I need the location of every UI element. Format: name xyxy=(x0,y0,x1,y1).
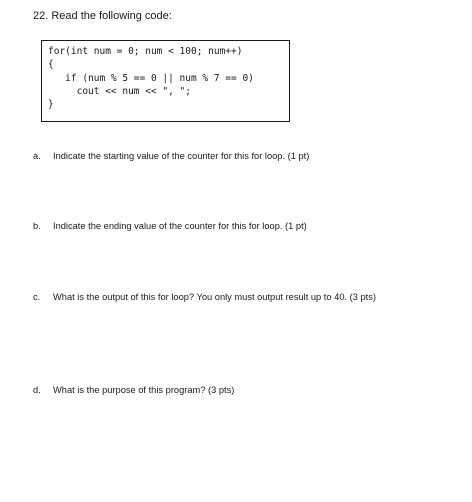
question-text: Indicate the starting value of the counter for this for loop. (1 pt) xyxy=(53,151,310,161)
question-d xyxy=(33,385,234,395)
code-line: for(int num = 0; num < 100; num++) xyxy=(48,46,243,57)
code-line: cout << num << ", "; xyxy=(48,85,191,97)
code-line: } xyxy=(48,99,54,111)
question-letter: c. xyxy=(33,292,41,302)
question-text: What is the purpose of this program? (3 pts) xyxy=(53,385,235,395)
code-line: { xyxy=(48,59,54,71)
question-text: Indicate the ending value of the counter for this for loop. (1 pt) xyxy=(53,221,307,231)
question-letter: b. xyxy=(33,221,41,231)
question-c xyxy=(33,292,376,302)
question-heading: 22. Read the following code: xyxy=(33,10,172,22)
question-letter: d. xyxy=(33,385,41,395)
code-block xyxy=(41,40,290,122)
question-letter: a. xyxy=(33,151,41,161)
question-a xyxy=(33,151,309,161)
question-text: What is the output of this for loop? You only must output result up to 40. (3 pts) xyxy=(53,292,376,302)
code-line: if (num % 5 == 0 || num % 7 == 0) xyxy=(48,72,254,84)
question-b xyxy=(33,221,307,231)
